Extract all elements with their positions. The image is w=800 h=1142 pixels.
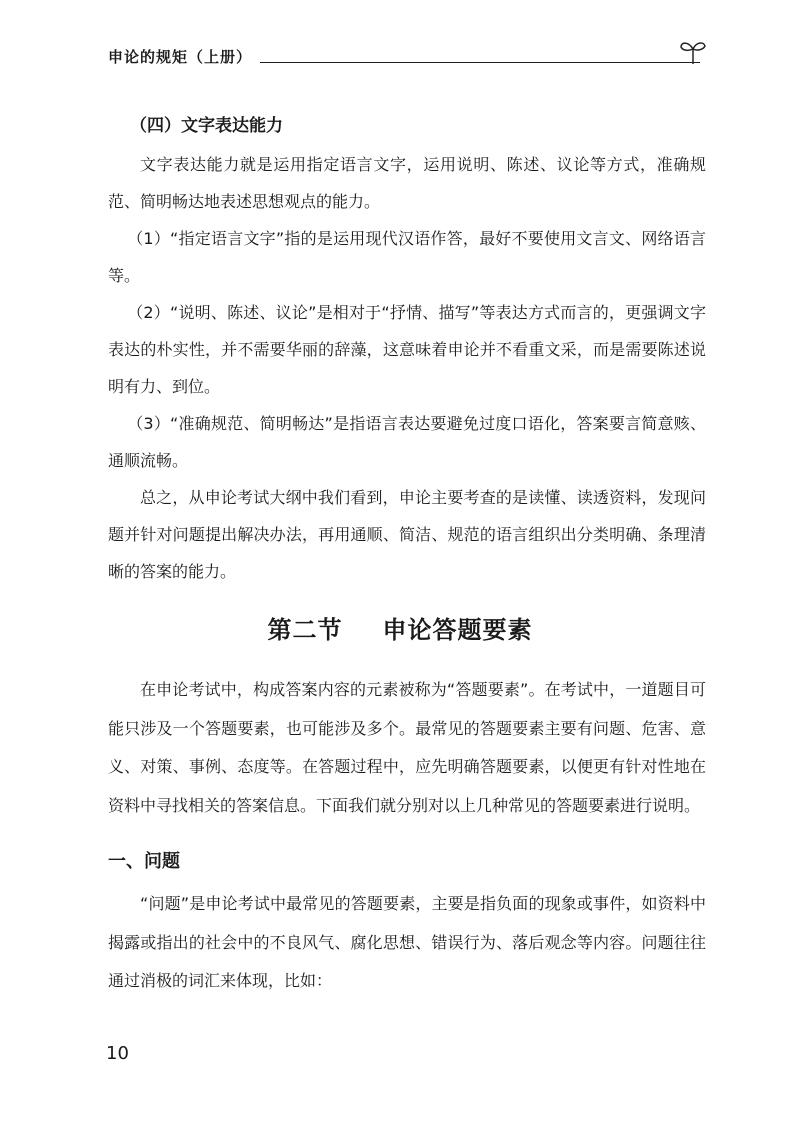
subheading: （四）文字表达能力 [130, 116, 283, 136]
section-title [0, 610, 800, 645]
paragraph: （2）“说明、陈述、议论”是相对于“抒情、描写”等表达方式而言的，更强调文字表达的朴实性，并不需要华丽的辞藻，这意味着申论并不看重文采，而是需要陈述说明有力、到位。 [108, 303, 706, 396]
part-heading: 一、问题 [108, 851, 180, 872]
section-number: 第二节 [267, 616, 343, 644]
paragraph: 总之，从申论考试大纲中我们看到，申论主要考查的是读懂、读透资料，发现问题并针对问题提出解决办法，再用通顺、简洁、规范的语言组织出分类明确、条理清晰的答案的能力。 [108, 488, 706, 581]
header-title: 申论的规矩（上册） [108, 48, 253, 66]
running-header [108, 42, 708, 70]
body-block-3 [108, 885, 706, 1001]
body-block-1 [108, 146, 706, 590]
sprout-icon [678, 38, 708, 66]
page-number: 10 [106, 1043, 129, 1064]
paragraph: （1）“指定语言文字”指的是运用现代汉语作答，最好不要使用文言文、网络语言等。 [108, 229, 706, 285]
header-rule [260, 62, 700, 63]
paragraph: “问题”是申论考试中最常见的答题要素，主要是指负面的现象或事件，如资料中揭露或指出的社会中的不良风气、腐化思想、错误行为、落后观念等内容。问题往往通过消极的词汇来体现，比如： [108, 894, 706, 990]
section-intro: 在申论考试中，构成答案内容的元素被称为“答题要素”。在考试中，一道题目可能只涉及一个答题要素，也可能涉及多个。最常见的答题要素主要有问题、危害、意义、对策、事例、态度等。在答题过程中，应先明确答题要素，以便更有针对性地在资料中寻找相关的答案信息。下面我们就分别对以上几种常见的答题要素进行说明。 [108, 680, 706, 815]
body-block-2 [108, 671, 706, 825]
paragraph: 文字表达能力就是运用指定语言文字，运用说明、陈述、议论等方式，准确规范、简明畅达地表述思想观点的能力。 [108, 155, 706, 211]
paragraph: （3）“准确规范、简明畅达”是指语言表达要避免过度口语化，答案要言简意赅、通顺流畅。 [108, 414, 706, 470]
section-name: 申论答题要素 [382, 616, 533, 644]
